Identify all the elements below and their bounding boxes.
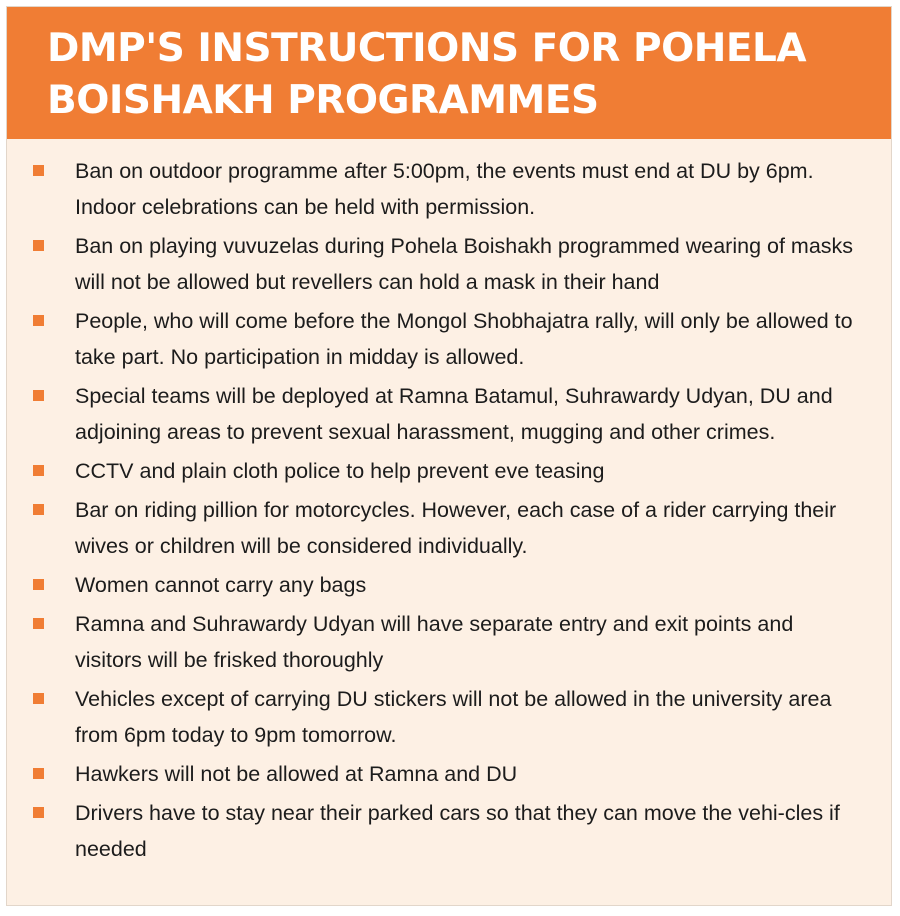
- list-item-text: CCTV and plain cloth police to help prevent eve teasing: [75, 459, 605, 483]
- list-item: [29, 795, 861, 867]
- instructions-card: [6, 6, 892, 906]
- square-bullet-icon: [33, 768, 44, 779]
- list-item-text: Bar on riding pillion for motorcycles. However, each case of a rider carrying their wives or children will be considered individually.: [75, 498, 837, 558]
- square-bullet-icon: [33, 504, 44, 515]
- square-bullet-icon: [33, 240, 44, 251]
- list-item-text: Women cannot carry any bags: [75, 573, 367, 597]
- list-item-text: People, who will come before the Mongol Shobhajatra rally, will only be allowed to take part. No participation in midday is allowed.: [75, 309, 853, 369]
- list-item: [29, 303, 861, 375]
- list-item: [29, 756, 861, 792]
- list-item: [29, 567, 861, 603]
- list-item-text: Ban on outdoor programme after 5:00pm, the events must end at DU by 6pm. Indoor celebrations can be held with permission.: [75, 159, 814, 219]
- list-item: [29, 153, 861, 225]
- list-item-text: Hawkers will not be allowed at Ramna and DU: [75, 762, 518, 786]
- list-item-text: Ramna and Suhrawardy Udyan will have separate entry and exit points and visitors will be frisked thoroughly: [75, 612, 794, 672]
- instructions-list: [7, 139, 891, 867]
- list-item: [29, 453, 861, 489]
- page-title: DMP'S INSTRUCTIONS FOR POHELA BOISHAKH PROGRAMMES: [47, 26, 807, 123]
- list-item-text: Special teams will be deployed at Ramna Batamul, Suhrawardy Udyan, DU and adjoining areas to prevent sexual harassment, mugging and other crimes.: [75, 384, 833, 444]
- square-bullet-icon: [33, 165, 44, 176]
- square-bullet-icon: [33, 807, 44, 818]
- list-item-text: Ban on playing vuvuzelas during Pohela Boishakh programmed wearing of masks will not be allowed but revellers can hold a mask in their hand: [75, 234, 854, 294]
- list-item: [29, 606, 861, 678]
- list-item: [29, 492, 861, 564]
- square-bullet-icon: [33, 579, 44, 590]
- list-item: [29, 378, 861, 450]
- list-item: [29, 228, 861, 300]
- list-item-text: Vehicles except of carrying DU stickers will not be allowed in the university area from 6pm today to 9pm tomorrow.: [75, 687, 832, 747]
- square-bullet-icon: [33, 465, 44, 476]
- list-item: [29, 681, 861, 753]
- list-item-text: Drivers have to stay near their parked cars so that they can move the vehi-cles if needed: [75, 801, 840, 861]
- square-bullet-icon: [33, 693, 44, 704]
- square-bullet-icon: [33, 315, 44, 326]
- square-bullet-icon: [33, 390, 44, 401]
- square-bullet-icon: [33, 618, 44, 629]
- header-banner: [7, 7, 891, 139]
